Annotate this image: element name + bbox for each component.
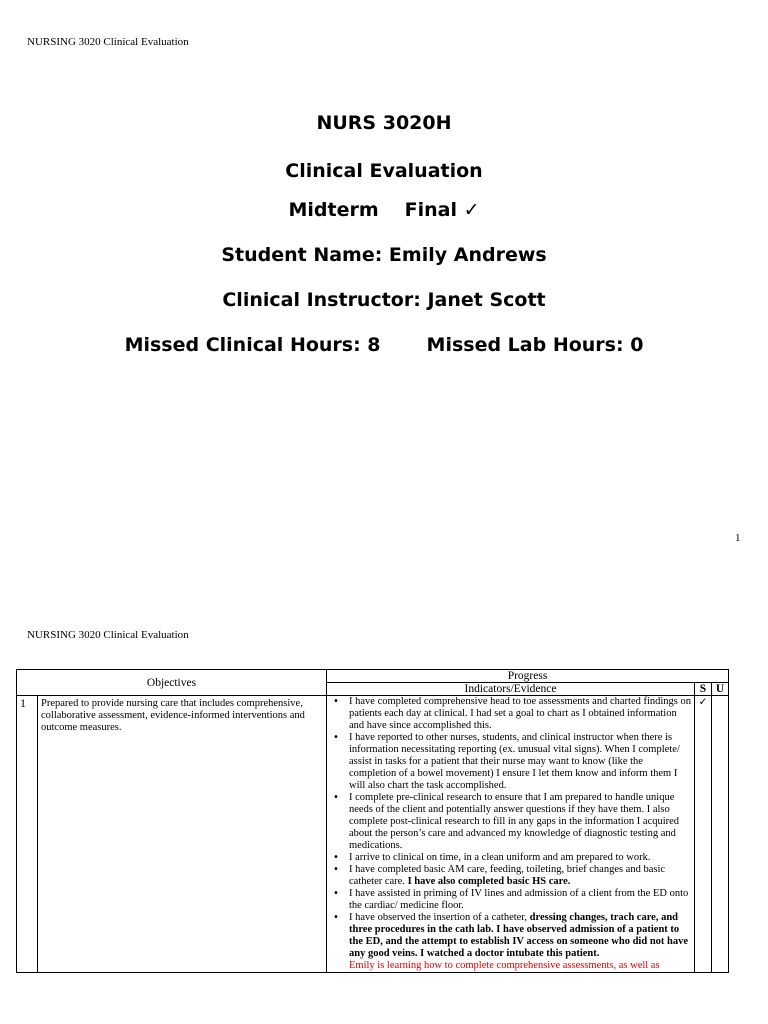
progress-header: Progress (327, 670, 729, 683)
u-header: U (712, 683, 729, 696)
evidence-item (349, 864, 692, 888)
evidence-item: • I arrive to clinical on time, in a clean uniform and am prepared to work. (349, 852, 692, 864)
clinical-instructor: Clinical Instructor: Janet Scott (222, 289, 546, 311)
missed-lab-hours: Missed Lab Hours: 0 (426, 334, 644, 356)
s-mark: ✓ (695, 696, 712, 973)
evidence-item: • I have completed comprehensive head to toe assessments and charted findings on patients each day at clinical. I had set a goal to chart as I obtained information and have since accomplished this. (349, 696, 692, 732)
indicators-header: Indicators/Evidence (327, 683, 695, 696)
instructor-comment: Emily is learning how to complete comprehensive assessments, as well as (349, 960, 660, 971)
s-header: S (695, 683, 712, 696)
evidence-bold-text: I have also completed basic HS care. (404, 876, 571, 887)
evidence-item: • I have assisted in priming of IV lines and admission of a client from the ED onto the cardiac/ medicine floor. (349, 888, 692, 912)
evidence-item: • I complete pre-clinical research to ensure that I am prepared to handle unique needs of the client and potentially answer questions if they have them. I also complete post-clinical research to fill in any gaps in the information I acquired about the person’s care and advanced my knowledge of diagnostic testing and medications. (349, 792, 692, 852)
student-name: Student Name: Emily Andrews (221, 244, 547, 266)
midterm-label: Midterm (288, 199, 379, 221)
table-row (17, 696, 729, 973)
final-label: Final ✓ (404, 199, 480, 221)
objective-text: Prepared to provide nursing care that includes comprehensive, collaborative assessment, evidence-informed interventions and outcome measures. (38, 696, 327, 973)
u-mark (712, 696, 729, 973)
document-title: Clinical Evaluation (285, 160, 483, 182)
evidence-cell (327, 696, 695, 973)
running-header: NURSING 3020 Clinical Evaluation (27, 36, 189, 48)
eval-period (0, 199, 768, 221)
objective-number: 1 (17, 696, 38, 973)
evidence-text: I have completed basic AM care, feeding, toileting, brief changes and basic catheter care. (349, 864, 666, 887)
evaluation-table (16, 669, 729, 973)
page-number: 1 (735, 532, 741, 544)
evidence-text: I have observed the insertion of a catheter, (349, 912, 528, 923)
evidence-bold-text: dressing changes, trach care, and three procedures in the cath lab. I have observed admission of a patient to the ED, and the attempt to establish IV access on someone who did not have any good veins. I watched a doctor intubate this patient. (349, 912, 689, 959)
running-header: NURSING 3020 Clinical Evaluation (27, 629, 189, 641)
evidence-item: • I have reported to other nurses, students, and clinical instructor when there is information necessitating reporting (ex. unusual vital signs). When I complete/ assist in tasks for a patient that their nurse may want to know (like the completion of a bowel movement) I ensure I let them know and inform them I will also chart the task accomplished. (349, 732, 692, 792)
objectives-header: Objectives (17, 670, 327, 696)
evidence-item (349, 912, 692, 972)
missed-clinical-hours: Missed Clinical Hours: 8 (124, 334, 381, 356)
missed-hours (0, 334, 768, 356)
course-code: NURS 3020H (316, 112, 452, 134)
